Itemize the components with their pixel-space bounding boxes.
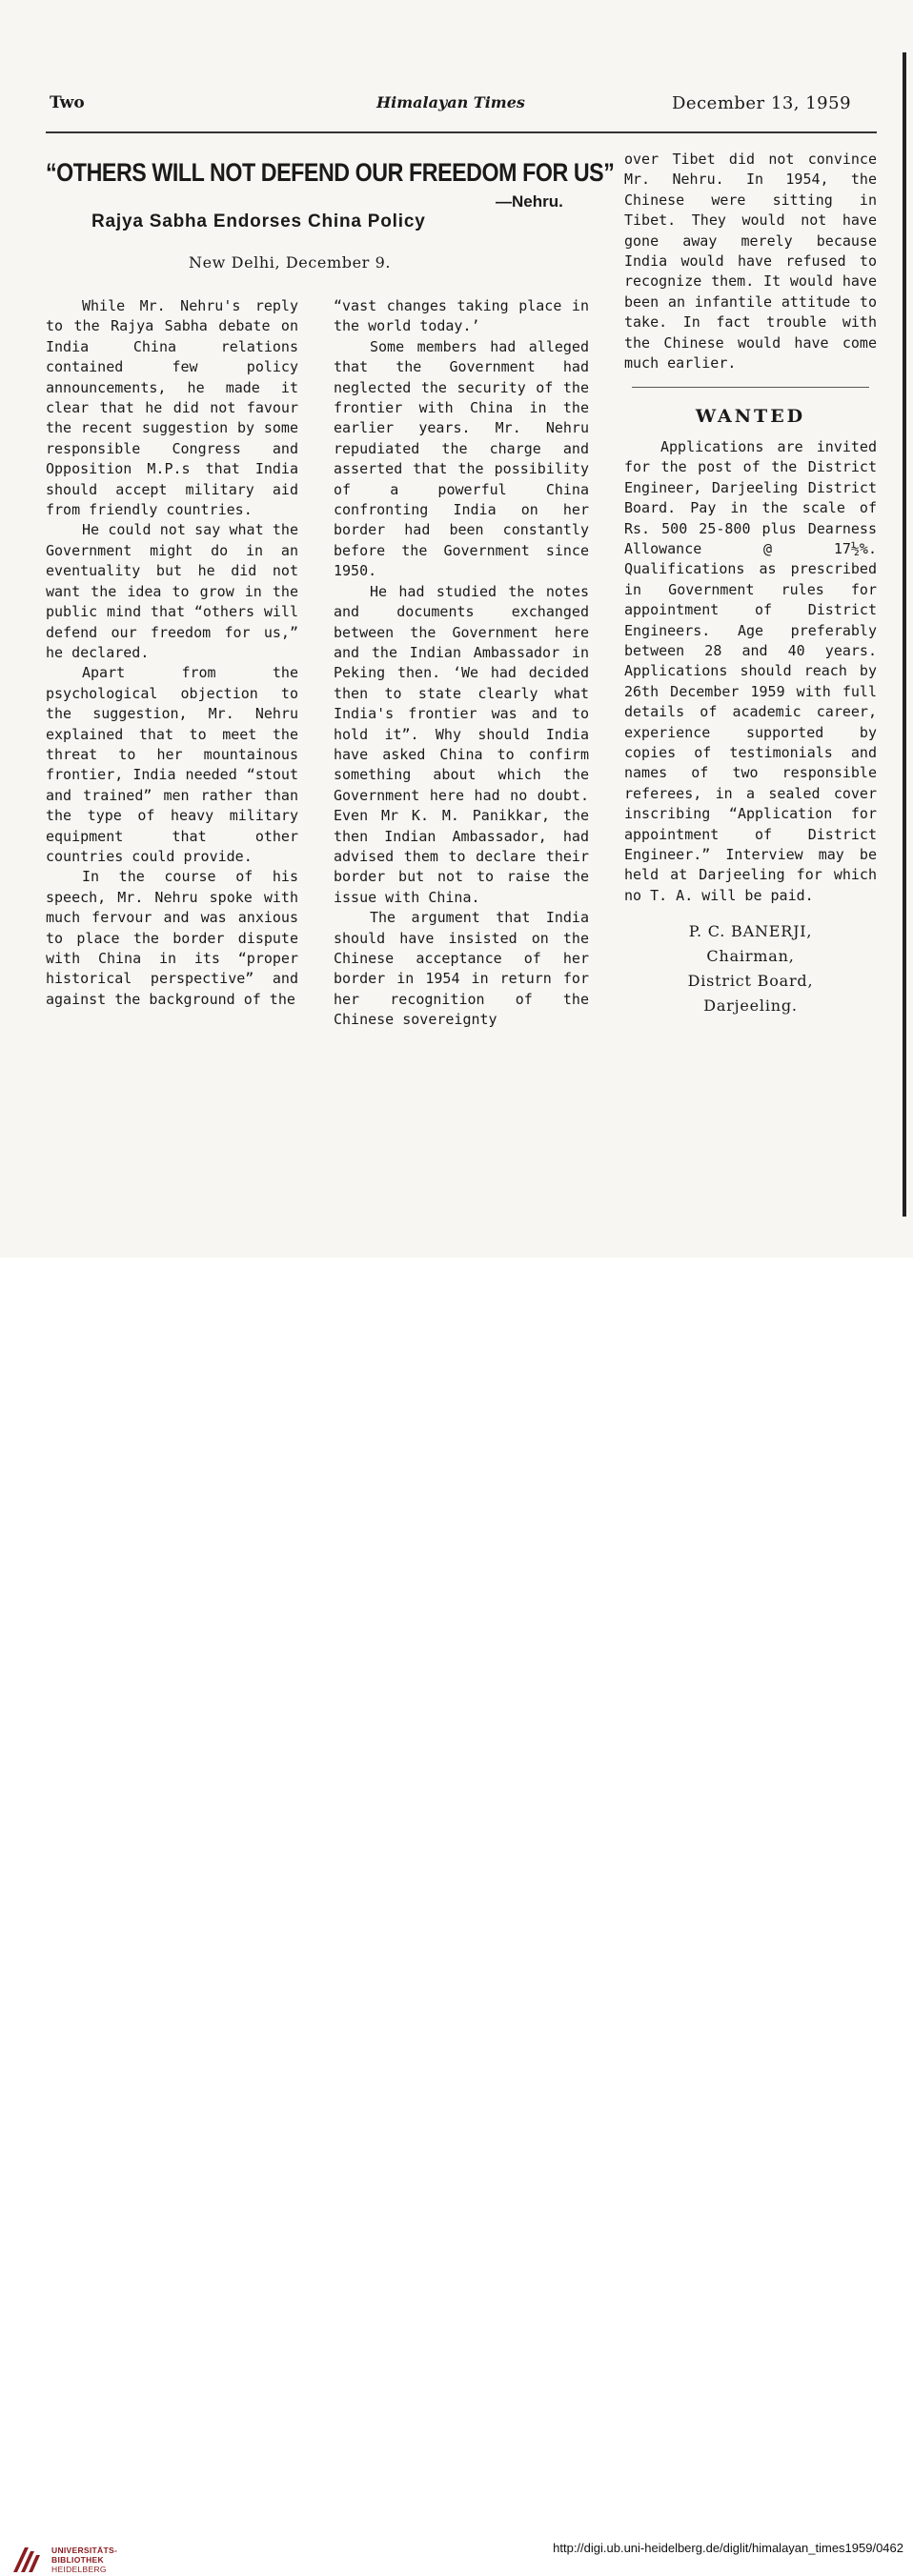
paragraph: He could not say what the Government might do in an eventuality but he did not want the idea to grow in the public mind that “others will defend our freedom for us,” he declared. bbox=[46, 521, 298, 661]
advert-signature bbox=[624, 919, 877, 1018]
paragraph: over Tibet did not convince Mr. Nehru. In 1954, the Chinese were sitting in Tibet. They would not have gone away merely because India would have refused to recognize them. It would have been an infantile attitude to take. In fact trouble with the Chinese would have come much earlier. bbox=[624, 151, 877, 372]
article-subheadline: Rajya Sabha Endorses China Policy bbox=[91, 211, 426, 231]
article-dateline: New Delhi, December 9. bbox=[189, 253, 392, 272]
paragraph: Some members had alleged that the Government had neglected the security of the frontier with China in the earlier years. Mr. Nehru repudiated the charge and asserted that the possibility of a powerful China confronting India on her border had been constantly before the Government since 1950. bbox=[334, 337, 589, 580]
header-rule bbox=[46, 131, 877, 133]
advert-title: WANTED bbox=[695, 406, 806, 428]
signature-place: Darjeeling. bbox=[703, 996, 798, 1016]
paragraph: While Mr. Nehru's reply to the Rajya Sabha debate on India China relations contained few policy announcements, he made it clear that he did not favour the recent suggestion by some responsible Congress and Opposition M.P.s that India should accept military aid from friendly countries. bbox=[46, 297, 298, 519]
article-byline: —Nehru. bbox=[496, 192, 563, 211]
issue-date: December 13, 1959 bbox=[672, 93, 852, 113]
scan-edge-rule bbox=[903, 52, 906, 1217]
advert-body: Applications are invited for the post of the District Engineer, Darjeeling District Board. Pay in the scale of Rs. 500 25-800 plus Dearness Allowance @ 17½%. Qualifications as prescribed in Government rules for appointment of District Engineers. Age preferably between 28 and 40 years. Applications should reach by 26th December 1959 with full details of academic career, experience supported by copies of testimonials and names of two responsible referees, in a sealed cover inscribing “Application for appointment of District Engineer.” Interview may be held at Darjeeling for which no T. A. will be paid. bbox=[624, 437, 877, 904]
paragraph: In the course of his speech, Mr. Nehru spoke with much fervour and was anxious to place the border dispute with China in its “proper historical perspective” and against the background of the bbox=[46, 868, 298, 1008]
page-label: Two bbox=[50, 93, 85, 112]
library-logo-icon bbox=[10, 2542, 44, 2576]
signature-org: District Board, bbox=[687, 972, 814, 991]
article-column-2 bbox=[334, 296, 589, 1031]
paragraph: “vast changes taking place in the world today.’ bbox=[334, 297, 589, 335]
newspaper-page bbox=[0, 0, 913, 1258]
library-line-1: UNIVERSITÄTS- bbox=[51, 2546, 118, 2555]
library-footer bbox=[0, 1258, 913, 2574]
article-headline: “OTHERS WILL NOT DEFEND OUR FREEDOM FOR US” bbox=[46, 158, 615, 187]
signature-title: Chairman, bbox=[706, 947, 795, 966]
article-column-1 bbox=[46, 296, 298, 1010]
article-column-3 bbox=[624, 150, 877, 1018]
paragraph: The argument that India should have insisted on the Chinese acceptance of her border in 1954 in return for her recognition of the Chinese sovereignty bbox=[334, 909, 589, 1029]
signature-name: P. C. BANERJI, bbox=[688, 922, 813, 941]
permalink-url[interactable]: http://digi.ub.uni-heidelberg.de/diglit/himalayan_times1959/0462 bbox=[553, 2541, 903, 2555]
library-name bbox=[51, 2546, 117, 2574]
masthead: Himalayan Times bbox=[376, 93, 525, 111]
column-divider bbox=[632, 387, 869, 388]
library-line-3: HEIDELBERG bbox=[51, 2565, 107, 2574]
paragraph: Apart from the psychological objection to the suggestion, Mr. Nehru explained that to meet the threat to her mountainous frontier, India needed “stout and trained” men rather than the type of heavy military equipment that other countries could provide. bbox=[46, 664, 298, 865]
library-line-2: BIBLIOTHEK bbox=[51, 2555, 104, 2565]
paragraph: He had studied the notes and documents exchanged between the Government here and the Indian Ambassador in Peking then. ‘We had decided then to state clearly what India's frontier was and to hold it”. Why should India have asked China to confirm something about which the Government here had no doubt. Even Mr K. M. Panikkar, the then Indian Ambassador, had advised them to declare their border but not to raise the issue with China. bbox=[334, 582, 589, 906]
